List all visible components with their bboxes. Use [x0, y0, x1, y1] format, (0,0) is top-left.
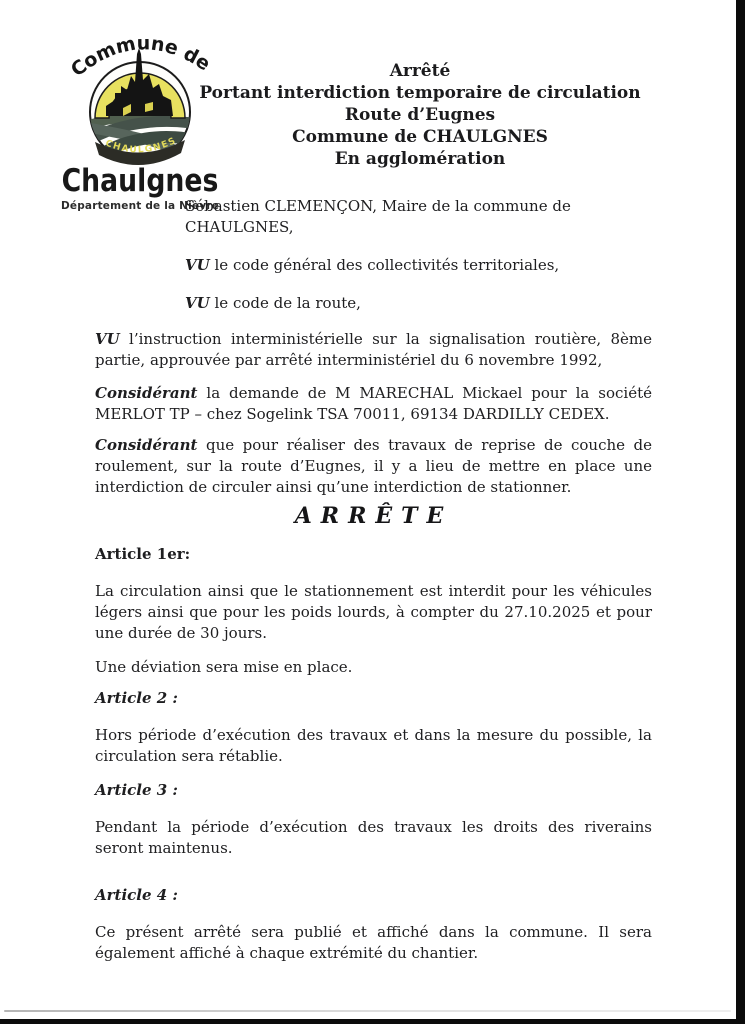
paragraph-maire: [185, 196, 652, 238]
article-3-heading: Article 3 :: [95, 781, 178, 799]
considerant1-lead: Considérant: [95, 384, 198, 402]
paragraph-vu-2: [185, 293, 652, 314]
article-3-paragraph-1: Pendant la période d’exécution des travaux les droits des riverains seront maintenus.: [95, 818, 652, 857]
title-line-agglomeration: En agglomération: [334, 149, 506, 169]
title-line-commune: Commune de CHAULGNES: [292, 127, 548, 147]
maire-text: Sébastien CLEMENÇON, Maire de la commune de CHAULGNES,: [185, 197, 571, 236]
vu1-text: le code général des collectivités territoriales,: [209, 256, 560, 274]
article-1-paragraph-2: Une déviation sera mise en place.: [95, 658, 353, 676]
document-body: [95, 196, 652, 977]
article-4-heading: Article 4 :: [95, 886, 178, 904]
title-line-arrete: Arrêté: [389, 61, 451, 81]
vu3-lead: VU: [95, 330, 120, 348]
paragraph-vu-3: [95, 329, 652, 371]
considerant1-text: la demande de M MARECHAL Mickael pour la société MERLOT TP – chez Sogelink TSA 70011, 69134 DARDILLY CEDEX.: [95, 384, 652, 423]
article-1-paragraph-1: La circulation ainsi que le stationnement est interdit pour les véhicules légers ainsi que pour les poids lourds, à compter du 27.10.2025 et pour une durée de 30 jours.: [95, 582, 652, 642]
considerant2-lead: Considérant: [95, 436, 198, 454]
document-title: [130, 60, 710, 170]
scan-edge-right: [736, 0, 745, 1024]
considerant2-text: que pour réaliser des travaux de reprise de couche de roulement, sur la route d’Eugnes, il y a lieu de mettre en place une interdiction de circuler ainsi qu’une interdiction de stationner.: [95, 436, 652, 496]
department-label: Département de la Nièvre: [60, 200, 220, 213]
scan-edge-bottom: [0, 1019, 745, 1024]
scan-shadow-line: [4, 1010, 731, 1012]
article-2-paragraph-1: Hors période d’exécution des travaux et dans la mesure du possible, la circulation sera rétablie.: [95, 726, 652, 765]
title-line-portant: Portant interdiction temporaire de circulation: [199, 83, 641, 103]
vu2-lead: VU: [185, 294, 210, 312]
title-line-route: Route d’Eugnes: [344, 105, 496, 125]
article-4-paragraph-1: Ce présent arrêté sera publié et affiché dans la commune. Il sera également affiché à chaque extrémité du chantier.: [95, 923, 652, 962]
paragraph-considerant-1: [95, 383, 652, 425]
commune-name: Chaulgnes: [61, 161, 219, 199]
logo-arc-text: Commune de: [66, 32, 215, 82]
paragraph-vu-1: [185, 255, 652, 276]
vu3-text: l’instruction interministérielle sur la signalisation routière, 8ème partie, approuvée par arrêté interministériel du 6 novembre 1992,: [95, 330, 652, 369]
vu1-lead: VU: [185, 256, 210, 274]
emblem-banner-text: CHAULGNES: [103, 135, 179, 156]
paragraph-considerant-2: [95, 435, 652, 498]
article-2-heading: Article 2 :: [95, 689, 178, 707]
vu2-text: le code de la route,: [209, 294, 361, 312]
arrete-heading: ARRÊTE: [294, 503, 453, 529]
article-1-heading: Article 1er:: [95, 545, 191, 563]
